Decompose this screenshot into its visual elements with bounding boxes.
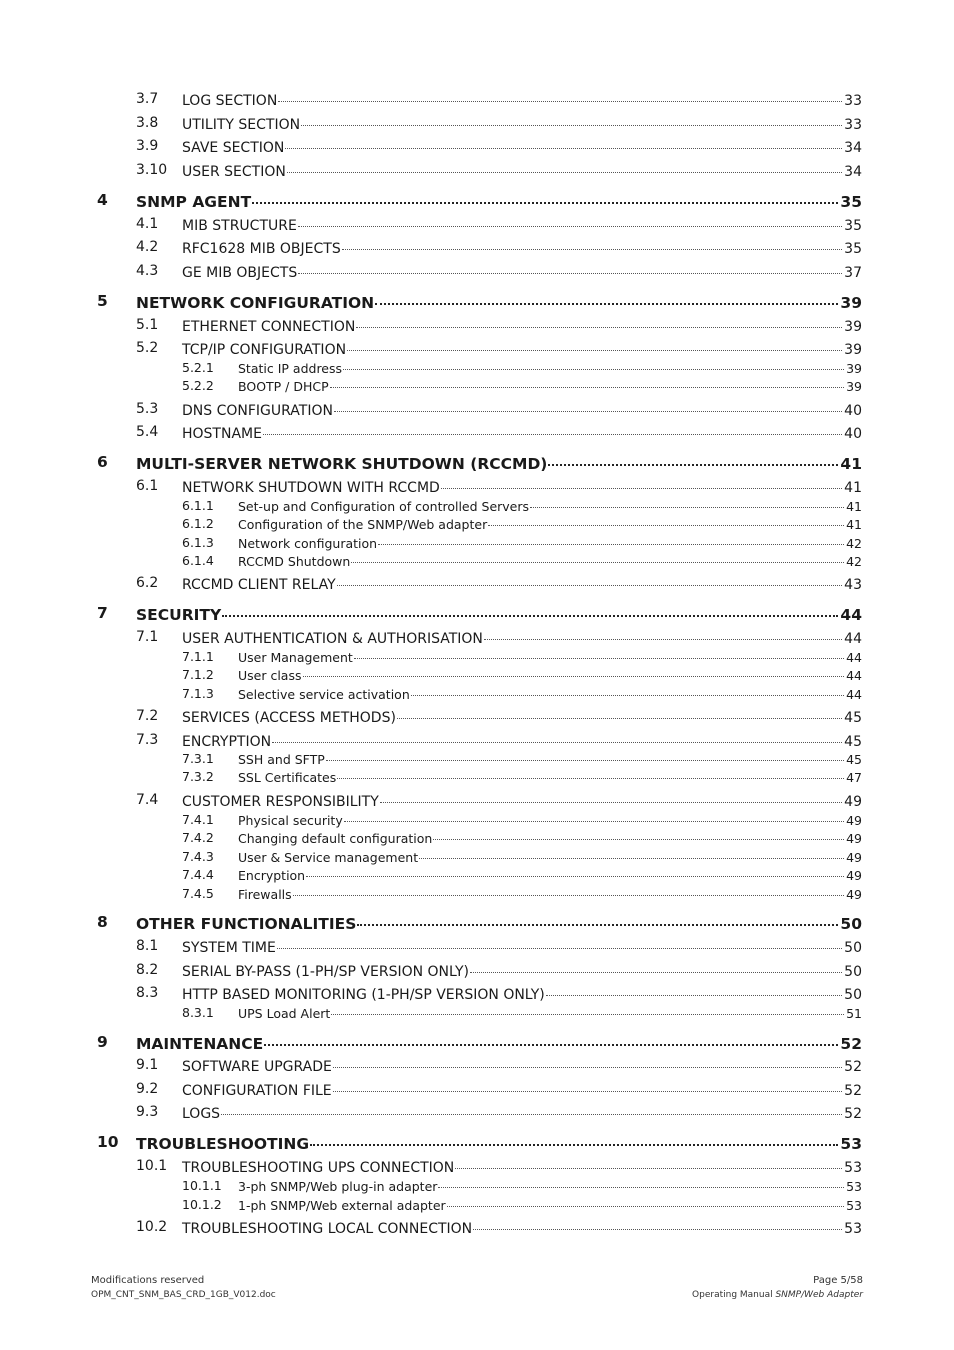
- toc-dot-leader: [488, 516, 844, 529]
- toc-entry-number: 5.2.2: [182, 378, 214, 393]
- toc-entry-number: 6.1.4: [182, 553, 214, 568]
- toc-entry-number: 8.1: [136, 938, 159, 954]
- toc-dot-leader: [222, 604, 838, 620]
- toc-entry-number: 8.2: [136, 962, 159, 978]
- toc-entry[interactable]: [97, 292, 862, 312]
- toc-entry-title: NETWORK SHUTDOWN WITH RCCMD: [182, 480, 440, 496]
- toc-entry-number: 7.1.1: [182, 649, 214, 664]
- toc-entry[interactable]: [136, 1081, 862, 1099]
- toc-entry[interactable]: [182, 498, 862, 514]
- toc-entry-title: NETWORK CONFIGURATION: [136, 293, 375, 312]
- toc-entry[interactable]: [182, 686, 862, 702]
- toc-entry-title: Firewalls: [238, 886, 292, 902]
- toc-entry[interactable]: [136, 401, 862, 419]
- toc-dot-leader: [347, 340, 842, 354]
- toc-entry-page: 53: [846, 1197, 862, 1213]
- toc-dot-leader: [334, 401, 842, 415]
- toc-entry[interactable]: [136, 629, 862, 647]
- toc-entry-page: 33: [844, 117, 862, 133]
- toc-entry[interactable]: [182, 1005, 862, 1021]
- toc-entry-number: 7.4.3: [182, 849, 214, 864]
- toc-entry-page: 37: [844, 265, 862, 281]
- toc-entry-title: User & Service management: [238, 849, 419, 865]
- toc-entry-page: 35: [840, 192, 862, 211]
- toc-entry-number: 7.4.2: [182, 830, 214, 845]
- toc-entry-number: 9.1: [136, 1057, 159, 1073]
- toc-entry[interactable]: [182, 769, 862, 785]
- toc-entry[interactable]: [182, 1197, 862, 1213]
- toc-dot-leader: [419, 849, 844, 862]
- toc-entry-title: 3-ph SNMP/Web plug-in adapter: [238, 1178, 438, 1194]
- toc-entry[interactable]: [136, 317, 862, 335]
- footer-manual-prefix: Operating Manual: [692, 1290, 776, 1300]
- toc-entry-title: UPS Load Alert: [238, 1005, 331, 1021]
- toc-entry-page: 42: [846, 553, 862, 569]
- toc-entry[interactable]: [182, 830, 862, 846]
- toc-entry-page: 53: [840, 1134, 862, 1153]
- toc-dot-leader: [438, 1178, 844, 1191]
- toc-dot-leader: [333, 1057, 842, 1071]
- toc-entry-number: 3.7: [136, 91, 159, 107]
- toc-entry-number: 5.4: [136, 424, 159, 440]
- toc-entry-title: DNS CONFIGURATION: [182, 403, 333, 419]
- toc-entry-title: SERVICES (ACCESS METHODS): [182, 710, 396, 726]
- toc-entry[interactable]: [97, 1033, 862, 1053]
- toc-entry-number: 6.1.3: [182, 535, 214, 550]
- toc-entry-page: 49: [846, 867, 862, 883]
- toc-entry-page: 50: [840, 914, 862, 933]
- toc-entry-title: CUSTOMER RESPONSIBILITY: [182, 794, 379, 810]
- toc-entry[interactable]: [182, 535, 862, 551]
- toc-dot-leader: [278, 91, 842, 105]
- toc-entry-title: LOG SECTION: [182, 93, 278, 109]
- toc-entry-page: 33: [844, 93, 862, 109]
- toc-entry-number: 6.1.2: [182, 516, 214, 531]
- toc-entry-title: User class: [238, 667, 302, 683]
- toc-entry-page: 49: [846, 886, 862, 902]
- toc-entry-number: 7.3.2: [182, 769, 214, 784]
- toc-entry[interactable]: [136, 162, 862, 180]
- toc-dot-leader: [356, 317, 842, 331]
- toc-entry-number: 7.3.1: [182, 751, 214, 766]
- toc-dot-leader: [433, 830, 844, 843]
- footer-manual-product: SNMP/Web Adapter: [775, 1290, 863, 1300]
- toc-entry-number: 9: [97, 1033, 108, 1051]
- toc-entry-title: SAVE SECTION: [182, 140, 285, 156]
- toc-dot-leader: [306, 867, 844, 880]
- toc-entry-page: 44: [846, 686, 862, 702]
- toc-entry-title: LOGS: [182, 1106, 221, 1122]
- toc-dot-leader: [441, 478, 842, 492]
- toc-entry-title: Changing default configuration: [238, 830, 433, 846]
- toc-entry-number: 10.1.1: [182, 1178, 222, 1193]
- footer-right: [692, 1275, 863, 1300]
- toc-entry-page: 49: [846, 830, 862, 846]
- toc-dot-leader: [326, 751, 844, 764]
- toc-dot-leader: [330, 378, 844, 391]
- toc-entry-page: 52: [844, 1083, 862, 1099]
- toc-entry-title: OTHER FUNCTIONALITIES: [136, 914, 357, 933]
- toc-entry[interactable]: [182, 1178, 862, 1194]
- toc-dot-leader: [344, 812, 844, 825]
- toc-entry[interactable]: [136, 478, 862, 496]
- toc-entry-page: 44: [846, 649, 862, 665]
- toc-entry-title: Selective service activation: [238, 686, 410, 702]
- toc-dot-leader: [252, 191, 838, 207]
- toc-entry-title: HTTP BASED MONITORING (1-PH/SP VERSION ONLY): [182, 987, 545, 1003]
- toc-entry[interactable]: [97, 191, 862, 211]
- toc-dot-leader: [342, 239, 842, 253]
- toc-dot-leader: [473, 1219, 842, 1233]
- footer-manual-title: [692, 1290, 863, 1300]
- toc-entry-number: 6: [97, 453, 108, 471]
- toc-entry-number: 7.4.4: [182, 867, 214, 882]
- toc-entry[interactable]: [182, 378, 862, 394]
- toc-dot-leader: [301, 115, 842, 129]
- toc-entry-title: RCCMD CLIENT RELAY: [182, 577, 336, 593]
- toc-entry[interactable]: [136, 1158, 862, 1176]
- toc-entry-title: SYSTEM TIME: [182, 940, 276, 956]
- toc-entry-title: Configuration of the SNMP/Web adapter: [238, 516, 488, 532]
- toc-entry-page: 45: [844, 710, 862, 726]
- toc-dot-leader: [354, 649, 844, 662]
- toc-dot-leader: [272, 732, 842, 746]
- toc-entry-page: 44: [844, 631, 862, 647]
- toc-entry-title: GE MIB OBJECTS: [182, 265, 298, 281]
- toc-entry[interactable]: [182, 553, 862, 569]
- toc-dot-leader: [298, 216, 842, 230]
- toc-entry-title: BOOTP / DHCP: [238, 378, 329, 394]
- toc-dot-leader: [303, 667, 845, 680]
- toc-entry[interactable]: [136, 91, 862, 109]
- toc-entry-title: Network configuration: [238, 535, 378, 551]
- toc-entry-number: 5.3: [136, 401, 159, 417]
- footer-left: [91, 1275, 276, 1300]
- toc-entry[interactable]: [136, 962, 862, 980]
- toc-entry-number: 7.4.1: [182, 812, 214, 827]
- toc-entry-page: 41: [846, 516, 862, 532]
- toc-entry[interactable]: [97, 913, 862, 933]
- toc-entry-number: 10.1: [136, 1158, 168, 1174]
- toc-entry-title: HOSTNAME: [182, 426, 262, 442]
- toc-entry-page: 53: [844, 1221, 862, 1237]
- toc-entry-page: 49: [846, 812, 862, 828]
- toc-entry-number: 7.1.3: [182, 686, 214, 701]
- toc-entry-title: TROUBLESHOOTING UPS CONNECTION: [182, 1160, 455, 1176]
- toc-entry[interactable]: [136, 792, 862, 810]
- toc-entry-title: ETHERNET CONNECTION: [182, 319, 356, 335]
- toc-entry-title: UTILITY SECTION: [182, 117, 301, 133]
- toc-entry[interactable]: [136, 1057, 862, 1075]
- toc-dot-leader: [333, 1081, 843, 1095]
- toc-entry-page: 40: [844, 403, 862, 419]
- toc-entry[interactable]: [136, 239, 862, 257]
- toc-entry-title: USER SECTION: [182, 164, 286, 180]
- toc-entry-page: 44: [840, 605, 862, 624]
- toc-entry-page: 39: [846, 360, 862, 376]
- toc-dot-leader: [351, 553, 844, 566]
- toc-entry[interactable]: [136, 216, 862, 234]
- footer-page-number: Page 5/58: [813, 1275, 863, 1286]
- toc-entry-title: SSL Certificates: [238, 769, 337, 785]
- footer-filename: OPM_CNT_SNM_BAS_CRD_1GB_V012.doc: [91, 1290, 276, 1300]
- toc-entry-title: Set-up and Configuration of controlled Servers: [238, 498, 530, 514]
- toc-entry[interactable]: [182, 667, 862, 683]
- toc-entry-page: 45: [844, 734, 862, 750]
- toc-dot-leader: [310, 1133, 838, 1149]
- toc-entry-number: 7.1: [136, 629, 159, 645]
- toc-entry-title: SSH and SFTP: [238, 751, 325, 767]
- toc-entry-page: 53: [844, 1160, 862, 1176]
- toc-entry-number: 10.1.2: [182, 1197, 222, 1212]
- toc-entry-page: 42: [846, 535, 862, 551]
- toc-entry-title: SNMP AGENT: [136, 192, 252, 211]
- toc-entry-page: 50: [844, 940, 862, 956]
- toc-dot-leader: [277, 938, 842, 952]
- toc-entry-title: SOFTWARE UPGRADE: [182, 1059, 332, 1075]
- toc-entry[interactable]: [97, 453, 862, 473]
- toc-dot-leader: [378, 535, 844, 548]
- toc-entry-number: 6.2: [136, 575, 159, 591]
- toc-dot-leader: [546, 985, 842, 999]
- toc-entry-title: Encryption: [238, 867, 306, 883]
- toc-dot-leader: [221, 1104, 842, 1118]
- toc-dot-leader: [331, 1005, 844, 1018]
- toc-entry[interactable]: [97, 604, 862, 624]
- toc-entry-page: 41: [846, 498, 862, 514]
- toc-entry-page: 41: [844, 480, 862, 496]
- toc-entry-page: 52: [840, 1034, 862, 1053]
- toc-dot-leader: [264, 1033, 838, 1049]
- toc-entry-title: TROUBLESHOOTING: [136, 1134, 310, 1153]
- toc-dot-leader: [455, 1158, 842, 1172]
- toc-dot-leader: [357, 913, 838, 929]
- toc-entry-title: TCP/IP CONFIGURATION: [182, 342, 347, 358]
- toc-dot-leader: [263, 424, 842, 438]
- toc-entry-number: 9.3: [136, 1104, 159, 1120]
- toc-entry-page: 41: [840, 454, 862, 473]
- toc-dot-leader: [337, 575, 843, 589]
- toc-dot-leader: [337, 769, 844, 782]
- toc-entry-page: 53: [846, 1178, 862, 1194]
- toc-entry-number: 5: [97, 292, 108, 310]
- toc-entry[interactable]: [182, 812, 862, 828]
- toc-entry[interactable]: [136, 1104, 862, 1122]
- toc-entry-title: RCCMD Shutdown: [238, 553, 351, 569]
- toc-dot-leader: [447, 1197, 844, 1210]
- toc-entry-title: SERIAL BY-PASS (1-PH/SP VERSION ONLY): [182, 964, 469, 980]
- toc-entry-number: 7.1.2: [182, 667, 214, 682]
- toc-entry-title: User Management: [238, 649, 353, 665]
- toc-entry[interactable]: [136, 575, 862, 593]
- toc-entry-number: 9.2: [136, 1081, 159, 1097]
- toc-entry-page: 34: [844, 164, 862, 180]
- toc-entry[interactable]: [182, 886, 862, 902]
- toc-entry-title: 1-ph SNMP/Web external adapter: [238, 1197, 446, 1213]
- toc-entry-page: 49: [844, 794, 862, 810]
- toc-entry-page: 40: [844, 426, 862, 442]
- toc-dot-leader: [530, 498, 844, 511]
- toc-entry-number: 10.2: [136, 1219, 168, 1235]
- toc-entry-title: MIB STRUCTURE: [182, 218, 297, 234]
- toc-entry[interactable]: [182, 751, 862, 767]
- toc-entry-page: 45: [846, 751, 862, 767]
- toc-entry-page: 52: [844, 1106, 862, 1122]
- toc-dot-leader: [548, 453, 838, 469]
- toc-entry-number: 8.3: [136, 985, 159, 1001]
- toc-dot-leader: [380, 792, 842, 806]
- toc-entry-number: 7.4.5: [182, 886, 214, 901]
- toc-dot-leader: [298, 263, 842, 277]
- toc-entry[interactable]: [182, 360, 862, 376]
- toc-entry-page: 39: [840, 293, 862, 312]
- toc-entry-number: 8.3.1: [182, 1005, 214, 1020]
- toc-entry-number: 3.8: [136, 115, 159, 131]
- toc-dot-leader: [397, 708, 842, 722]
- toc-entry[interactable]: [136, 938, 862, 956]
- toc-entry-number: 7.4: [136, 792, 159, 808]
- toc-entry[interactable]: [136, 263, 862, 281]
- toc-entry[interactable]: [136, 1219, 862, 1237]
- toc-dot-leader: [375, 292, 838, 308]
- toc-entry-number: 3.9: [136, 138, 159, 154]
- toc-entry-title: CONFIGURATION FILE: [182, 1083, 332, 1099]
- toc-entry-page: 39: [846, 378, 862, 394]
- toc-entry-number: 6.1: [136, 478, 159, 494]
- toc-entry-number: 7: [97, 604, 108, 622]
- toc-dot-leader: [293, 886, 844, 899]
- toc-entry-page: 49: [846, 849, 862, 865]
- toc-entry[interactable]: [136, 424, 862, 442]
- toc-dot-leader: [343, 360, 844, 373]
- toc-entry-page: 39: [844, 342, 862, 358]
- footer-modifications: Modifications reserved: [91, 1275, 205, 1286]
- toc-entry-number: 4: [97, 191, 108, 209]
- toc-entry[interactable]: [136, 138, 862, 156]
- toc-entry-page: 50: [844, 987, 862, 1003]
- toc-entry[interactable]: [182, 867, 862, 883]
- toc-entry-page: 35: [844, 218, 862, 234]
- toc-entry-number: 4.2: [136, 239, 159, 255]
- toc-entry-title: RFC1628 MIB OBJECTS: [182, 241, 341, 257]
- toc-entry-title: MAINTENANCE: [136, 1034, 264, 1053]
- toc-entry[interactable]: [97, 1133, 862, 1153]
- toc-entry-page: 43: [844, 577, 862, 593]
- toc-entry-number: 8: [97, 913, 108, 931]
- toc-entry-title: Static IP address: [238, 360, 343, 376]
- toc-entry-number: 7.3: [136, 732, 159, 748]
- toc-entry-title: USER AUTHENTICATION & AUTHORISATION: [182, 631, 483, 647]
- toc-dot-leader: [484, 629, 842, 643]
- toc-dot-leader: [470, 962, 842, 976]
- toc-entry[interactable]: [136, 985, 862, 1003]
- toc-entry-page: 39: [844, 319, 862, 335]
- toc-entry-title: SECURITY: [136, 605, 222, 624]
- toc-entry[interactable]: [182, 649, 862, 665]
- toc-entry-title: Physical security: [238, 812, 343, 828]
- toc-dot-leader: [411, 686, 844, 699]
- toc-entry-page: 47: [846, 769, 862, 785]
- toc-entry-page: 50: [844, 964, 862, 980]
- toc-entry[interactable]: [136, 732, 862, 750]
- toc-entry-number: 6.1.1: [182, 498, 214, 513]
- toc-entry-page: 35: [844, 241, 862, 257]
- toc-entry[interactable]: [136, 115, 862, 133]
- toc-entry[interactable]: [136, 708, 862, 726]
- toc-entry-number: 10: [97, 1133, 119, 1151]
- toc-entry-number: 4.1: [136, 216, 159, 232]
- toc-entry-title: TROUBLESHOOTING LOCAL CONNECTION: [182, 1221, 473, 1237]
- toc-entry-page: 34: [844, 140, 862, 156]
- toc-entry-page: 44: [846, 667, 862, 683]
- toc-entry-number: 5.2.1: [182, 360, 214, 375]
- toc-entry-page: 52: [844, 1059, 862, 1075]
- toc-dot-leader: [285, 138, 842, 152]
- toc-entry[interactable]: [182, 849, 862, 865]
- toc-entry-page: 51: [846, 1005, 862, 1021]
- toc-entry-title: ENCRYPTION: [182, 734, 272, 750]
- toc-entry-number: 5.2: [136, 340, 159, 356]
- toc-entry-number: 4.3: [136, 263, 159, 279]
- toc-entry-number: 5.1: [136, 317, 159, 333]
- toc-entry-number: 3.10: [136, 162, 168, 178]
- toc-dot-leader: [287, 162, 842, 176]
- toc-entry-number: 7.2: [136, 708, 159, 724]
- toc-entry[interactable]: [182, 516, 862, 532]
- toc-entry[interactable]: [136, 340, 862, 358]
- toc-entry-title: MULTI-SERVER NETWORK SHUTDOWN (RCCMD): [136, 454, 548, 473]
